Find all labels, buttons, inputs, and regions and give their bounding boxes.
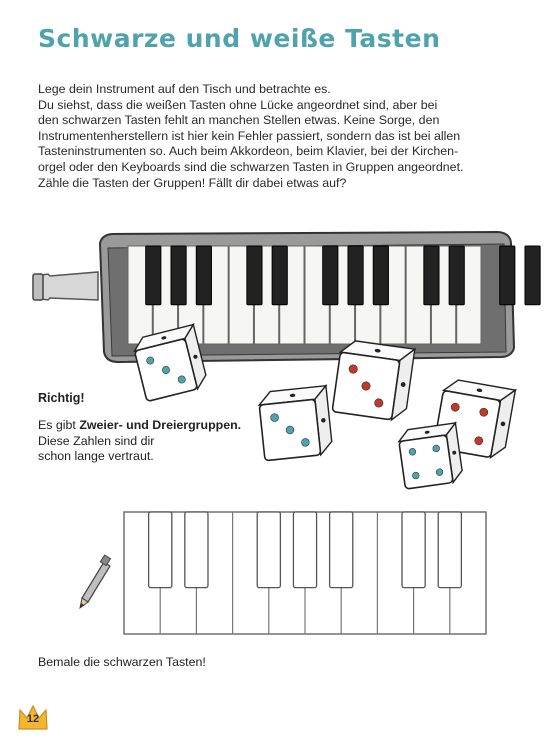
coloring-black-key-outline — [438, 512, 461, 588]
coloring-instruction: Bemale die schwarzen Tasten! — [38, 655, 206, 669]
intro-line: Instrumentenherstellern ist hier kein Fehler passiert, sondern das ist bei allen — [38, 128, 461, 143]
answer-line: schon lange vertraut. — [38, 449, 154, 464]
answer-line: Diese Zahlen sind dir — [38, 433, 155, 448]
intro-line: Du siehst, dass die weißen Tasten ohne Lücke angeordnet sind, aber bei — [38, 97, 438, 112]
coloring-black-key-outline — [185, 512, 208, 588]
coloring-black-key-outline — [149, 512, 172, 588]
coloring-black-key-outline — [330, 512, 353, 588]
answer-prefix: Es gibt — [38, 418, 80, 432]
pencil-icon — [80, 555, 111, 608]
answer-bold: Zweier- und Dreiergruppen. — [79, 418, 242, 432]
coloring-black-key-outline — [257, 512, 280, 588]
intro-line: Tasteninstrumenten so. Auch beim Akkordeon, beim Klavier, bei der Kirchen- — [38, 144, 459, 159]
coloring-black-key-outline — [402, 512, 425, 588]
intro-line: Lege dein Instrument auf den Tisch und betrachte es. — [38, 82, 331, 96]
intro-line: den schwarzen Tasten fehlt an manchen Stellen etwas. Keine Sorge, den — [38, 113, 440, 128]
answer-heading: Richtig! — [38, 391, 85, 405]
intro-line: orgel oder den Keyboards sind die schwarzen Tasten in Gruppen angeordnet. — [38, 159, 464, 174]
page-number: 12 — [26, 713, 40, 725]
page-number-badge — [18, 704, 48, 730]
coloring-black-key-outline — [293, 512, 316, 588]
page-title: Schwarze und weiße Tasten — [38, 24, 441, 53]
intro-line: Zähle die Tasten der Gruppen! Fällt dir dabei etwas auf? — [38, 175, 347, 190]
